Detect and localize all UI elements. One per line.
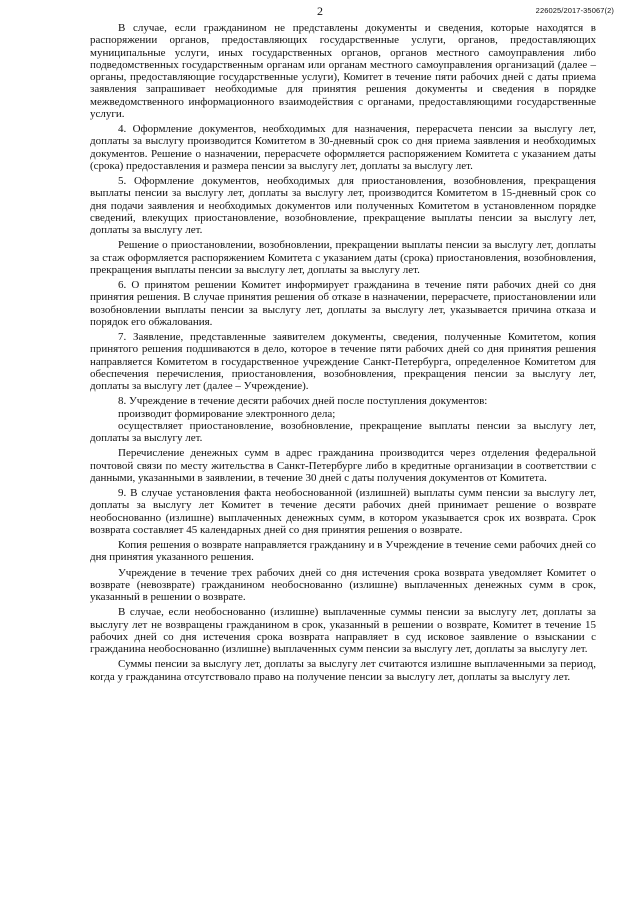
paragraph-money-transfer: Перечисление денежных сумм в адрес гражданина производится через отделения федеральной почтовой связи по месту жительства в Санкт-Петербурге либо в кредитные организации в соответствии с данными, указанными в заявлении, в течение 30 дней с даты получения документов от Комитета. xyxy=(90,447,596,484)
paragraph-item-8-payments: осуществляет приостановление, возобновление, прекращение выплаты пенсии за выслугу лет, доплаты за выслугу лет. xyxy=(90,419,596,444)
paragraph-overpayment-definition: Суммы пенсии за выслугу лет, доплаты за выслугу лет считаются излишне выплаченными за период, когда у гражданина отсутствовало право на получение пенсии за выслугу лет, доплаты за выслугу лет. xyxy=(90,658,596,683)
document-id: 226025/2017-35067(2) xyxy=(535,6,614,15)
document-body xyxy=(90,22,596,683)
paragraph-item-5: 5. Оформление документов, необходимых для приостановления, возобновления, прекращения выплаты пенсии за выслугу лет, доплаты за выслугу лет, производится Комитетом в 15-дневный срок со дня подачи заявления и необходимых документов или полученных Комитетом в установленном порядке сведений, влекущих приостановление, возобновление, прекращение выплаты пенсии за выслугу лет, доплаты за выслугу лет. xyxy=(90,175,596,236)
paragraph-item-4: 4. Оформление документов, необходимых для назначения, перерасчета пенсии за выслугу лет, доплаты за выслугу производится Комитетом в 30-дневный срок со дня приема заявления и необходимых документов. Решение о назначении, перерасчете оформляется распоряжением Комитета с указанием даты (срока) предоставления и размера пенсии за выслугу лет, доплаты за выслугу лет. xyxy=(90,123,596,172)
paragraph-request-documents: В случае, если гражданином не представлены документы и сведения, которые находятся в распоряжении органов, предоставляющих государственные услуги, органов, предоставляющих муниципальные услуги, иных государственных органов, органов местного самоуправления либо подведомственных государственным органам или органам местного самоуправления организаций (далее – органы, предоставляющие государственные услуги), Комитет в течение пяти рабочих дней с даты приема заявления запрашивает необходимые для принятия решения документы и сведения в порядке межведомственного информационного взаимодействия с органами, предоставляющими государственные услуги. xyxy=(90,22,596,120)
paragraph-item-7: 7. Заявление, представленные заявителем документы, сведения, полученные Комитетом, копия принятого решения подшиваются в дело, которое в течение пяти рабочих дней со дня принятия решения направляется Комитетом в государственное учреждение Санкт-Петербурга, определенное Комитетом для обеспечения перечисления, приостановления, возобновления, прекращения пенсии за выслугу лет, доплаты за выслугу лет (далее – Учреждение). xyxy=(90,331,596,392)
paragraph-item-8: 8. Учреждение в течение десяти рабочих дней после поступления документов: xyxy=(118,395,488,408)
paragraph-institution-notice: Учреждение в течение трех рабочих дней со дня истечения срока возврата уведомляет Комитет о возврате (невозврате) гражданином необоснованно (излишне) выплаченных денежных сумм в срок, указанный в решении о возврате. xyxy=(90,566,596,603)
page-number: 2 xyxy=(317,4,323,18)
paragraph-suspension-decision: Решение о приостановлении, возобновлении, прекращении выплаты пенсии за выслугу лет, доплаты за стаж оформляется распоряжением Комитета с указанием даты (срока) приостановления, возобновления, прекращения выплаты пенсии за выслугу лет, доплаты за выслугу лет. xyxy=(90,239,596,276)
paragraph-item-8-electronic-file: производит формирование электронного дела; xyxy=(118,407,336,420)
paragraph-court-claim: В случае, если необоснованно (излишне) выплаченные суммы пенсии за выслугу лет, доплаты за выслугу лет не возвращены гражданином в срок, указанный в решении о возврате, Комитет в течение 15 рабочих дней со дня истечения срока возврата направляет в суд исковое заявление о взыскании с гражданина необоснованно (излишне) выплаченных сумм пенсии за выслугу лет, доплаты за выслугу лет. xyxy=(90,606,596,655)
paragraph-item-6: 6. О принятом решении Комитет информирует гражданина в течение пяти рабочих дней со дня принятия решения. В случае принятия решения об отказе в назначении, перерасчете, приостановлении или возобновлении выплаты пенсии за выслугу лет, доплаты за выслугу лет, указывается причина отказа и порядок его обжалования. xyxy=(90,279,596,328)
paragraph-decision-copy: Копия решения о возврате направляется гражданину и в Учреждение в течение семи рабочих дней со дня принятия указанного решения. xyxy=(90,539,596,564)
paragraph-item-9: 9. В случае установления факта необоснованной (излишней) выплаты сумм пенсии за выслугу лет, доплаты за выслугу лет Комитет в течение десяти рабочих дней принимает решение о возврате необоснованно (излишне) выплаченных денежных сумм, в котором указывается срок их возврата. Срок возврата составляет 45 календарных дней со дня принятия решения о возврате. xyxy=(90,487,596,536)
